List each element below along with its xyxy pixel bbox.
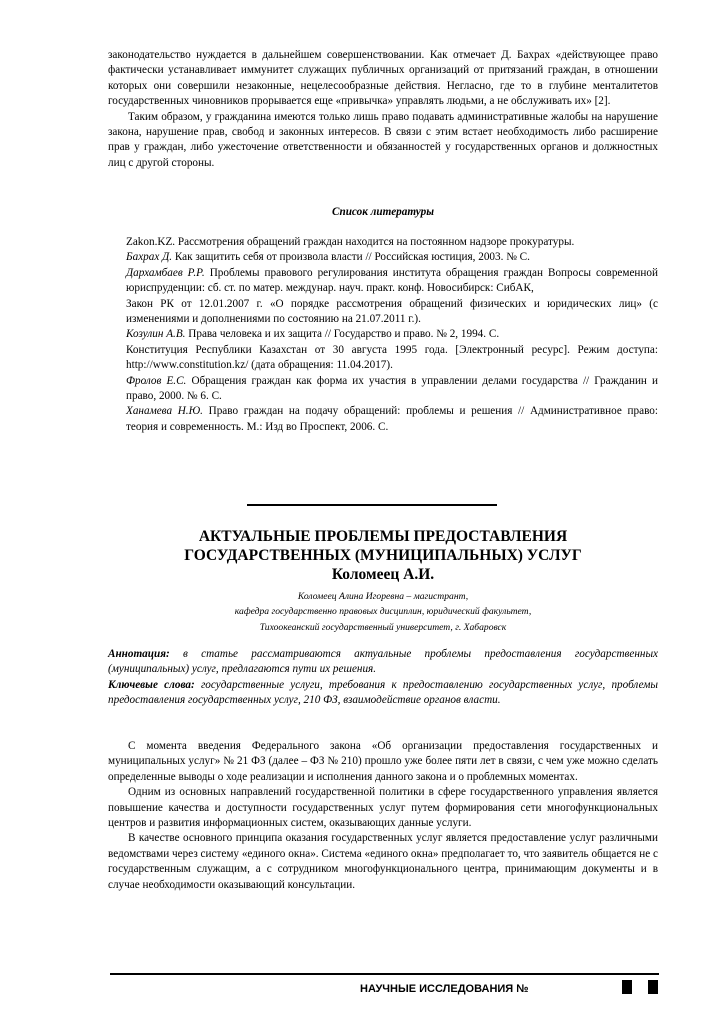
intro-section: [108, 48, 658, 171]
abstract-label: Аннотация:: [108, 648, 170, 660]
keywords-label: Ключевые слова:: [108, 678, 195, 691]
reference-text: Права человека и их защита // Государство и право. № 2, 1994. С.: [185, 328, 500, 341]
page-marker-block: [622, 980, 632, 994]
reference-text: Обращения граждан как форма их участия в управлении делами государства // Гражданин и право, 2000. № 6. С.: [126, 374, 658, 403]
author-full-name: Коломеец Алина Игоревна – магистрант,: [297, 591, 469, 602]
page-marker-block: [648, 980, 658, 994]
footer-rule: [110, 973, 659, 975]
body-paragraph: Одним из основных направлений государственной политики в сфере государственного управления является повышение качества и доступности государственных услуг путем формирования сети многофункциональных центров и развития информационных систем, оказывающих данные услуги.: [108, 786, 658, 830]
reference-text: Проблемы правового регулирования института обращения граждан Вопросы современной юриспруденции: сб. ст. по матер. междунар. науч. практ. конф. Новосибирск: СибАК,: [126, 266, 658, 295]
article-body: [108, 739, 658, 893]
reference-item: [126, 297, 658, 328]
reference-item: [126, 266, 658, 297]
abstract-section: [108, 647, 658, 709]
body-paragraph: В качестве основного принципа оказания государственных услуг является предоставление услуг различными ведомствами через систему «единого окна». Система «единого окна» предполагает то, что заявитель общается не с государственным служащим, а с сотрудником многофункционального центра, принимающим документы и в случае необходимости оказывающий консультации.: [108, 832, 658, 891]
author-department: кафедра государственно правовых дисциплин, юридический факультет,: [234, 606, 532, 618]
reference-item: [126, 343, 658, 374]
reference-author: Козулин А.В.: [126, 328, 186, 341]
keywords-text: государственные услуги, требования к предоставлению государственных услуг, проблемы предоставления государственных услуг, 210 ФЗ, взаимодействие органов власти.: [108, 678, 658, 707]
reference-text: Zakon.KZ. Рассмотрения обращений граждан находится на постоянном надзоре прокуратуры.: [126, 236, 575, 248]
reference-text: Право граждан на подачу обращений: проблемы и решения // Административное право: теория и современность. М.: Изд во Проспект, 2006. С.: [126, 405, 658, 433]
author-affiliation: [108, 589, 658, 635]
reference-item: [126, 404, 658, 435]
reference-item: [126, 235, 658, 250]
intro-paragraph: Таким образом, у гражданина имеются только лишь право подавать административные жалобы на нарушение закона, нарушение прав, свобод и законных интересов. В связи с этим встает необходимость либо расширение прав у граждан, либо ужесточение ответственности и обязанностей у государственных органов и должностных лиц с другой стороны.: [108, 110, 658, 169]
intro-paragraph: законодательство нуждается в дальнейшем совершенствовании. Как отмечает Д. Бахрах «действующее право фактически устанавливает иммунитет служащих публичных организаций от притязаний граждан, в отношении которых они совершили незаконные, нецелесообразные действия. Негласно, где то в глубине менталитетов государственных чиновников прорывается еще «привычка» управлять людьми, а не обслуживать их» [2].: [108, 49, 658, 108]
body-paragraph: С момента введения Федерального закона «Об организации предоставления государственных и муниципальных услуг» № 21 ФЗ (далее – ФЗ № 210) прошло уже более пяти лет в связи, с чем уже можно сделать определенные выводы о ходе реализации и исполнения данного закона и о проблемных моментах.: [108, 740, 658, 783]
reference-author: Ханамева Н.Ю.: [126, 405, 203, 418]
references-heading: Список литературы: [332, 206, 434, 218]
reference-author: Фролов Е.С.: [126, 374, 187, 387]
section-divider: [247, 504, 497, 506]
reference-author: Бахрах Д.: [126, 251, 173, 264]
reference-item: [126, 374, 658, 405]
references-list: [126, 235, 658, 435]
article-author-short: Коломеец А.И.: [331, 566, 435, 583]
reference-author: Дархамбаев Р.Р.: [126, 266, 205, 279]
keywords: [108, 678, 658, 709]
reference-text: Как защитить себя от произвола власти // Российская юстиция, 2003. № С.: [172, 251, 530, 264]
journal-footer: НАУЧНЫЕ ИССЛЕДОВАНИЯ №: [360, 983, 529, 995]
reference-item: [126, 250, 658, 265]
abstract: [108, 647, 658, 678]
reference-text: Конституция Республики Казахстан от 30 августа 1995 года. [Электронный ресурс]. Режим доступа: http://www.constitution.kz/ (дата обращения: 11.04.2017).: [126, 343, 658, 372]
abstract-text: в статье рассматриваются актуальные проблемы предоставления государственных (муниципальных) услуг, предлагаются пути их решения.: [108, 648, 658, 676]
article-title-line: АКТУАЛЬНЫЕ ПРОБЛЕМЫ ПРЕДОСТАВЛЕНИЯ: [198, 528, 568, 545]
article-title: [108, 527, 658, 584]
reference-item: [126, 327, 658, 342]
article-title-line: ГОСУДАРСТВЕННЫХ (МУНИЦИПАЛЬНЫХ) УСЛУГ: [184, 547, 582, 564]
author-university: Тихоокеанский государственный университет, г. Хабаровск: [259, 621, 507, 633]
reference-text: Закон РК от 12.01.2007 г. «О порядке рассмотрения обращений физических и юридических лиц» (с изменениями и дополнениями по состоянию на 21.07.2011 г.).: [126, 297, 658, 326]
